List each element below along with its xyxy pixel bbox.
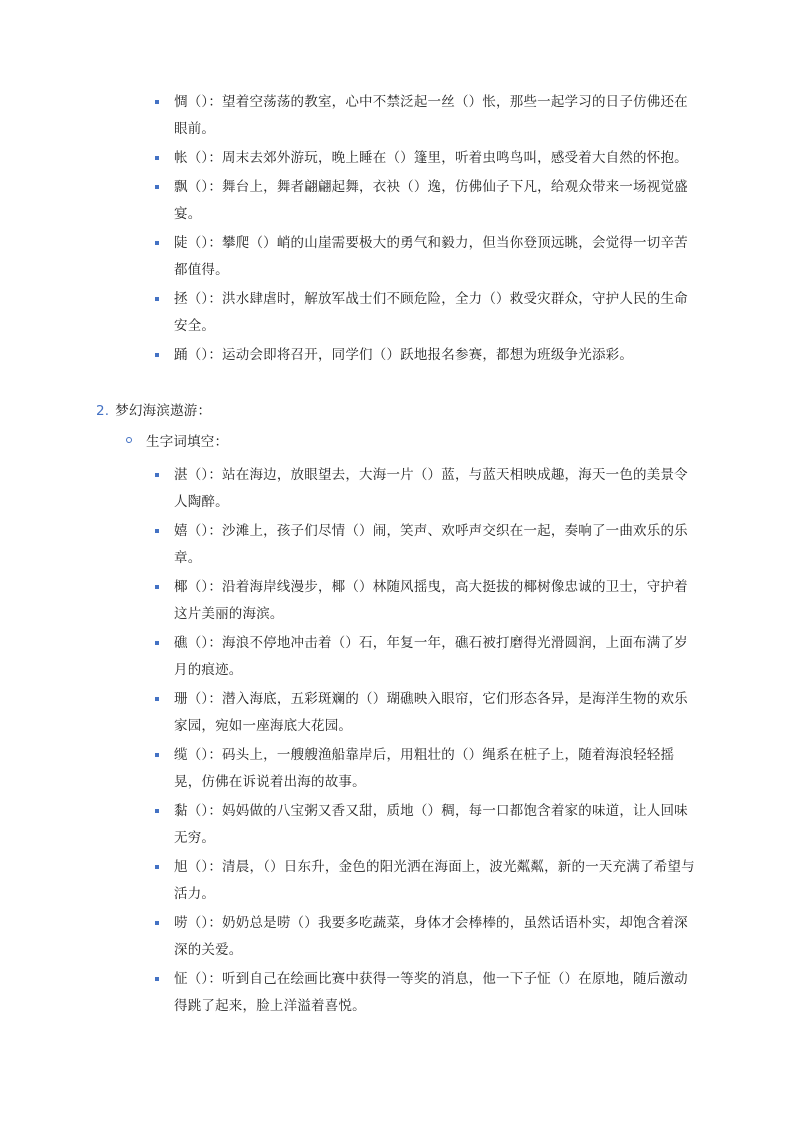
- list-item: 缆（）：码头上，一艘艘渔船靠岸后，用粗壮的（）绳系在桩子上，随着海浪轻轻摇晃，仿佛在诉说着出海的故事。: [155, 742, 700, 796]
- list-item: 惆（）：望着空荡荡的教室，心中不禁泛起一丝（）怅，那些一起学习的日子仿佛还在眼前。: [155, 89, 700, 143]
- list-item: 飘（）：舞台上，舞者翩翩起舞，衣袂（）逸，仿佛仙子下凡，给观众带来一场视觉盛宴。: [155, 174, 700, 228]
- square-bullet-icon: [155, 641, 159, 645]
- list-item: 怔（）：听到自己在绘画比赛中获得一等奖的消息，他一下子怔（）在原地，随后激动得跳了起来，脸上洋溢着喜悦。: [155, 966, 700, 1020]
- square-bullet-icon: [155, 156, 159, 160]
- list-item: 唠（）：奶奶总是唠（）我要多吃蔬菜，身体才会棒棒的，虽然话语朴实，却饱含着深深的关爱。: [155, 910, 700, 964]
- list-item: 帐（）：周末去郊外游玩，晚上睡在（）篷里，听着虫鸣鸟叫，感受着大自然的怀抱。: [155, 145, 700, 172]
- square-bullet-icon: [155, 865, 159, 869]
- square-bullet-icon: [155, 977, 159, 981]
- list-item: 拯（）：洪水肆虐时，解放军战士们不顾危险，全力（）救受灾群众，守护人民的生命安全。: [155, 286, 700, 340]
- list-item: 嬉（）：沙滩上，孩子们尽情（）闹，笑声、欢呼声交织在一起，奏响了一曲欢乐的乐章。: [155, 518, 700, 572]
- square-bullet-icon: [155, 529, 159, 533]
- section-title: 梦幻海滨遨游：: [115, 403, 212, 419]
- square-bullet-icon: [155, 585, 159, 589]
- square-bullet-icon: [155, 100, 159, 104]
- section-heading: [96, 398, 211, 425]
- list-item: 礁（）：海浪不停地冲击着（）石，年复一年，礁石被打磨得光滑圆润，上面布满了岁月的痕迹。: [155, 630, 700, 684]
- list-item: 椰（）：沿着海岸线漫步，椰（）林随风摇曳，高大挺拔的椰树像忠诚的卫士，守护着这片美丽的海滨。: [155, 574, 700, 628]
- circle-bullet-icon: [126, 437, 132, 443]
- list-item: 湛（）：站在海边，放眼望去，大海一片（）蓝，与蓝天相映成趣，海天一色的美景令人陶醉。: [155, 462, 700, 516]
- subheading-text: 生字词填空：: [146, 434, 229, 450]
- square-bullet-icon: [155, 473, 159, 477]
- square-bullet-icon: [155, 921, 159, 925]
- bullet-list-group-1: [155, 89, 700, 369]
- square-bullet-icon: [155, 353, 159, 357]
- square-bullet-icon: [155, 809, 159, 813]
- list-item: 陡（）：攀爬（）峭的山崖需要极大的勇气和毅力，但当你登顶远眺，会觉得一切辛苦都值得。: [155, 230, 700, 284]
- square-bullet-icon: [155, 185, 159, 189]
- list-item: 踊（）：运动会即将召开，同学们（）跃地报名参赛，都想为班级争光添彩。: [155, 342, 700, 369]
- square-bullet-icon: [155, 753, 159, 757]
- list-item: 旭（）：清晨，（）日东升，金色的阳光洒在海面上，波光粼粼，新的一天充满了希望与活力。: [155, 854, 700, 908]
- subheading: [126, 429, 228, 456]
- square-bullet-icon: [155, 297, 159, 301]
- square-bullet-icon: [155, 697, 159, 701]
- section-number: 2.: [96, 403, 110, 419]
- list-item: 珊（）：潜入海底，五彩斑斓的（）瑚礁映入眼帘，它们形态各异，是海洋生物的欢乐家园，宛如一座海底大花园。: [155, 686, 700, 740]
- list-item: 黏（）：妈妈做的八宝粥又香又甜，质地（）稠，每一口都饱含着家的味道，让人回味无穷。: [155, 798, 700, 852]
- bullet-list-group-2: [155, 462, 700, 1020]
- square-bullet-icon: [155, 241, 159, 245]
